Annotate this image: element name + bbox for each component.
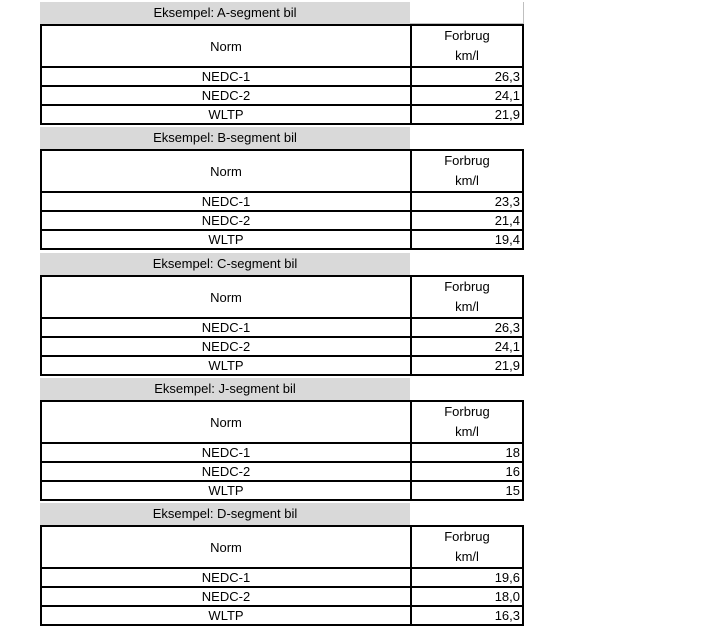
header-row — [41, 276, 523, 318]
value-cell: 24,1 — [411, 86, 523, 105]
norm-cell: NEDC-1 — [41, 192, 411, 211]
header-consumption — [411, 276, 523, 318]
norm-cell: NEDC-2 — [41, 462, 411, 481]
header-norm: Norm — [41, 25, 411, 67]
value-cell: 16 — [411, 462, 523, 481]
title-spacer-cell — [410, 253, 524, 275]
segment-block-b — [40, 127, 524, 250]
norm-cell: NEDC-1 — [41, 443, 411, 462]
table-row — [41, 86, 523, 105]
block-title-row — [40, 253, 524, 275]
title-spacer-cell — [410, 378, 524, 400]
consumption-table — [40, 24, 524, 125]
header-consumption — [411, 526, 523, 568]
block-title: Eksempel: B-segment bil — [40, 127, 410, 149]
table-row — [41, 356, 523, 375]
header-unit-label: Forbrug — [444, 529, 490, 544]
header-row — [41, 526, 523, 568]
block-title: Eksempel: J-segment bil — [40, 378, 410, 400]
consumption-table — [40, 525, 524, 626]
title-spacer-cell — [410, 503, 524, 525]
norm-cell: NEDC-1 — [41, 67, 411, 86]
norm-cell: WLTP — [41, 105, 411, 124]
table-row — [41, 192, 523, 211]
block-title-row — [40, 503, 524, 525]
header-row — [41, 150, 523, 192]
header-unit: km/l — [455, 549, 479, 564]
norm-cell: NEDC-1 — [41, 568, 411, 587]
block-title: Eksempel: C-segment bil — [40, 253, 410, 275]
segment-block-a — [40, 2, 524, 125]
header-consumption — [411, 150, 523, 192]
norm-cell: NEDC-2 — [41, 86, 411, 105]
segment-block-j — [40, 378, 524, 501]
header-consumption — [411, 401, 523, 443]
norm-cell: NEDC-2 — [41, 587, 411, 606]
header-unit: km/l — [455, 299, 479, 314]
consumption-table — [40, 275, 524, 376]
table-row — [41, 337, 523, 356]
value-cell: 18 — [411, 443, 523, 462]
header-unit: km/l — [455, 424, 479, 439]
value-cell: 23,3 — [411, 192, 523, 211]
value-cell: 26,3 — [411, 318, 523, 337]
norm-cell: WLTP — [41, 481, 411, 500]
block-title-row — [40, 378, 524, 400]
consumption-table — [40, 149, 524, 250]
header-norm: Norm — [41, 150, 411, 192]
value-cell: 21,4 — [411, 211, 523, 230]
norm-cell: WLTP — [41, 606, 411, 625]
header-consumption — [411, 25, 523, 67]
table-row — [41, 211, 523, 230]
header-norm: Norm — [41, 526, 411, 568]
block-title-row — [40, 2, 524, 24]
value-cell: 21,9 — [411, 105, 523, 124]
header-norm: Norm — [41, 276, 411, 318]
header-norm: Norm — [41, 401, 411, 443]
value-cell: 19,6 — [411, 568, 523, 587]
norm-cell: WLTP — [41, 356, 411, 375]
table-row — [41, 606, 523, 625]
segment-block-d — [40, 503, 524, 626]
block-title: Eksempel: D-segment bil — [40, 503, 410, 525]
header-row — [41, 401, 523, 443]
header-row — [41, 25, 523, 67]
title-spacer-cell — [410, 127, 524, 149]
segment-block-c — [40, 253, 524, 376]
table-row — [41, 105, 523, 124]
header-unit: km/l — [455, 173, 479, 188]
header-unit-label: Forbrug — [444, 28, 490, 43]
value-cell: 19,4 — [411, 230, 523, 249]
table-row — [41, 230, 523, 249]
value-cell: 26,3 — [411, 67, 523, 86]
block-title-row — [40, 127, 524, 149]
header-unit-label: Forbrug — [444, 404, 490, 419]
value-cell: 16,3 — [411, 606, 523, 625]
table-row — [41, 318, 523, 337]
value-cell: 15 — [411, 481, 523, 500]
consumption-table — [40, 400, 524, 501]
table-row — [41, 443, 523, 462]
table-row — [41, 462, 523, 481]
title-spacer-cell — [410, 2, 524, 24]
value-cell: 24,1 — [411, 337, 523, 356]
header-unit: km/l — [455, 48, 479, 63]
header-unit-label: Forbrug — [444, 279, 490, 294]
table-row — [41, 587, 523, 606]
norm-cell: NEDC-2 — [41, 337, 411, 356]
value-cell: 18,0 — [411, 587, 523, 606]
table-row — [41, 568, 523, 587]
value-cell: 21,9 — [411, 356, 523, 375]
table-row — [41, 481, 523, 500]
norm-cell: WLTP — [41, 230, 411, 249]
norm-cell: NEDC-1 — [41, 318, 411, 337]
table-row — [41, 67, 523, 86]
block-title: Eksempel: A-segment bil — [40, 2, 410, 24]
norm-cell: NEDC-2 — [41, 211, 411, 230]
header-unit-label: Forbrug — [444, 153, 490, 168]
